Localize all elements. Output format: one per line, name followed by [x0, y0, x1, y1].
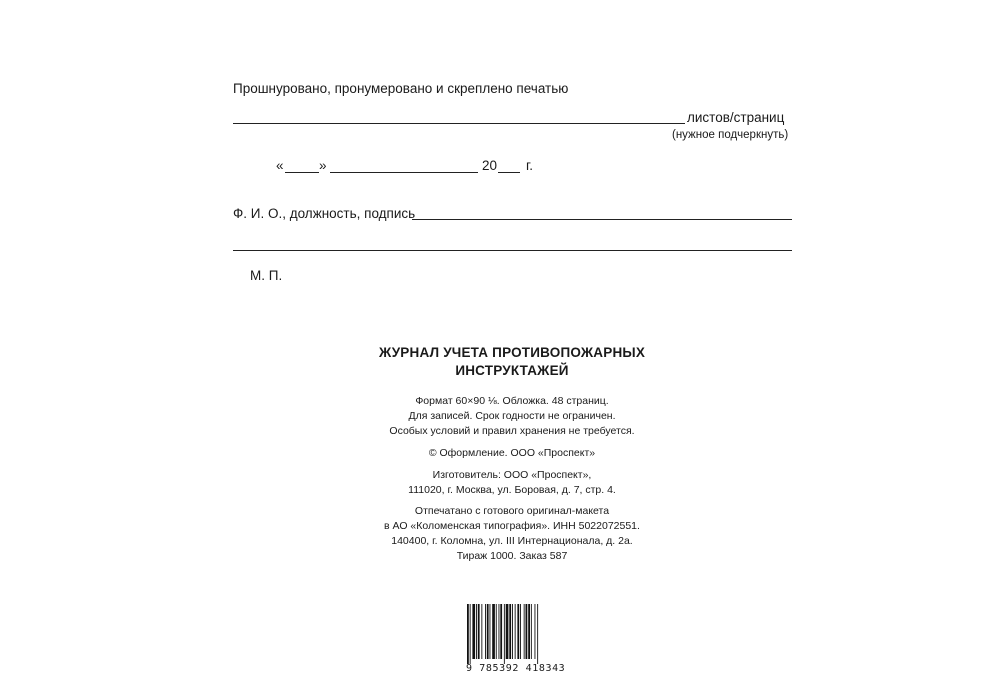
signature-label: Ф. И. О., должность, подпись: [233, 206, 416, 221]
barcode-bar: [470, 604, 471, 664]
barcode-bar: [478, 604, 480, 659]
copyright: © Оформление. ООО «Проспект»: [428, 447, 596, 459]
stitched-statement: Прошнуровано, пронумеровано и скреплено печатью: [233, 81, 569, 96]
month-line: [330, 172, 478, 173]
manufacturer-line: Изготовитель: ООО «Проспект»,: [432, 469, 592, 481]
sheets-count-line: [233, 123, 685, 124]
isbn-digits: 9 785392 418343: [466, 663, 566, 674]
format-line: Формат 60×90 ⅛. Обложка. 48 страниц.: [415, 395, 609, 407]
barcode-bar: [515, 604, 516, 659]
barcode-bar: [487, 604, 489, 659]
signature-line-2: [233, 250, 792, 251]
barcode-bar: [537, 604, 538, 664]
barcode-bar: [509, 604, 511, 659]
date-open-quote: «: [276, 158, 284, 173]
barcode-bar: [467, 604, 469, 664]
title-line-2: ИНСТРУКТАЖЕЙ: [455, 363, 569, 378]
barcode-bar: [496, 604, 497, 659]
barcode-bar: [531, 604, 532, 659]
format-info: [300, 394, 724, 439]
printer-line: 140400, г. Коломна, ул. III Интернационала, д. 2а.: [391, 535, 633, 547]
barcode-bar: [535, 604, 536, 659]
manufacturer-line: 111020, г. Москва, ул. Боровая, д. 7, стр. 4.: [408, 484, 616, 496]
stamp-place: М. П.: [250, 268, 283, 283]
format-line: Особых условий и правил хранения не требуется.: [389, 425, 635, 437]
barcode-bar: [506, 604, 509, 659]
barcode-bar: [500, 604, 502, 659]
sheets-label: листов/страниц: [687, 110, 785, 125]
barcode-bar: [526, 604, 528, 659]
day-line: [285, 172, 319, 173]
barcode-bar: [512, 604, 513, 659]
printer-line: Отпечатано с готового оригинал-макета: [414, 505, 610, 517]
printer-info: [300, 504, 724, 564]
printer-line: Тираж 1000. Заказ 587: [456, 550, 568, 562]
year-suffix: г.: [526, 158, 534, 173]
barcode-bar: [490, 604, 491, 659]
barcode-bar: [492, 604, 495, 659]
title-line-1: ЖУРНАЛ УЧЕТА ПРОТИВОПОЖАРНЫХ: [378, 345, 646, 360]
printer-line: в АО «Коломенская типография». ИНН 5022072551.: [384, 520, 640, 532]
manufacturer-info: [300, 468, 724, 498]
year-line: [498, 172, 520, 173]
barcode-bar: [520, 604, 521, 659]
barcode-image: [466, 604, 560, 664]
barcode-bar: [499, 604, 500, 659]
underline-note: (нужное подчеркнуть): [672, 129, 789, 141]
barcode-bar: [485, 604, 486, 659]
imprint-title: [300, 344, 724, 380]
barcode-bar: [504, 604, 505, 664]
barcode-bar: [481, 604, 482, 659]
barcode-bar: [517, 604, 519, 659]
barcode-bar: [476, 604, 477, 659]
format-line: Для записей. Срок годности не ограничен.: [408, 410, 616, 422]
date-close-quote: »: [319, 158, 327, 173]
signature-line: [412, 219, 792, 220]
barcode-bar: [472, 604, 475, 659]
year-prefix: 20: [482, 158, 498, 173]
barcode-bar: [524, 604, 525, 659]
barcode-bar: [528, 604, 530, 659]
